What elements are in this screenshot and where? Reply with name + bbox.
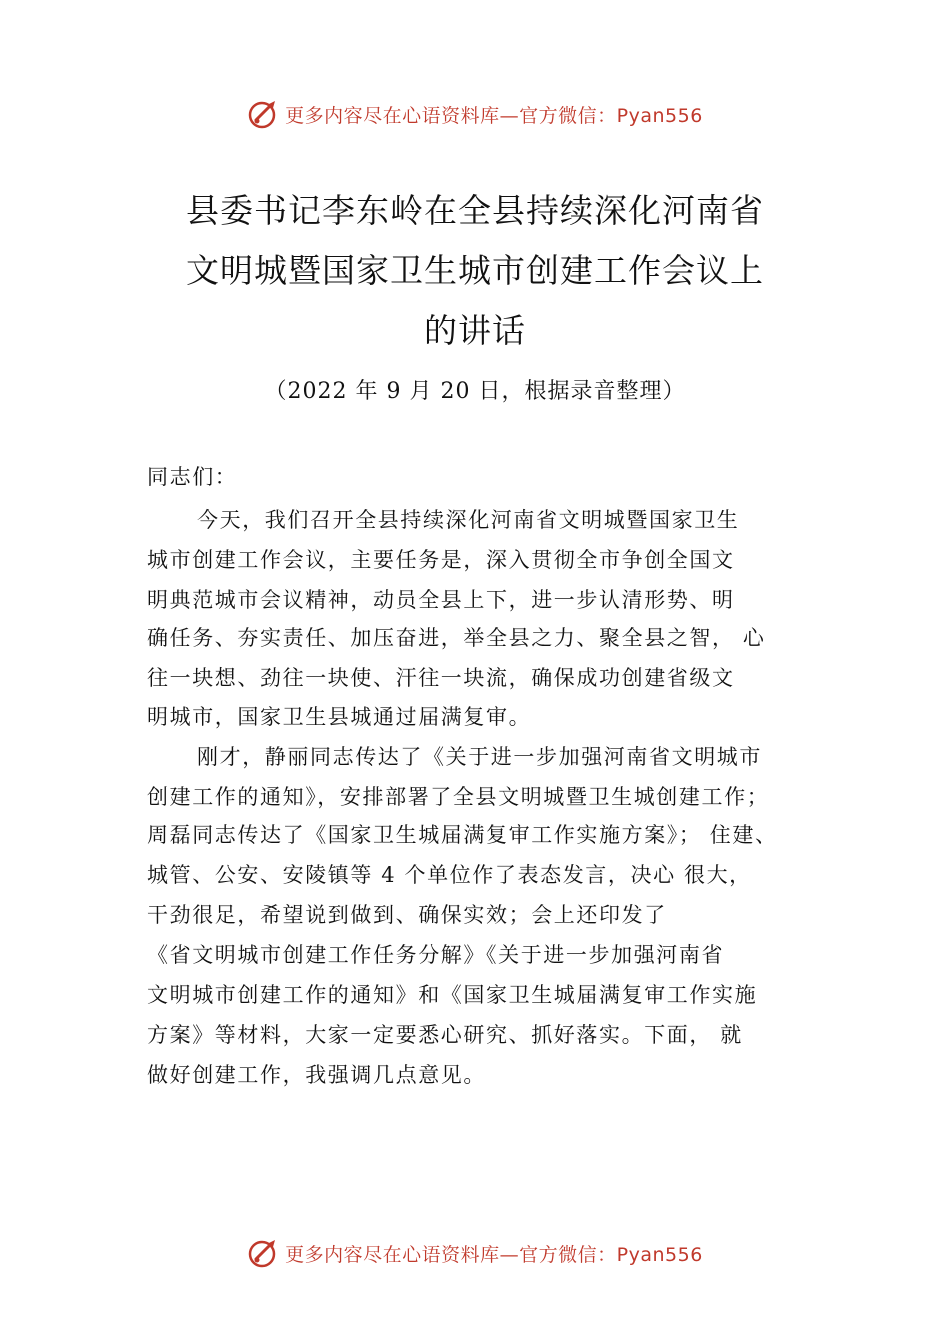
body-line: 今天，我们召开全县持续深化河南省文明城暨国家卫生 (197, 508, 740, 532)
banner-text (285, 101, 703, 128)
body-line: 周磊同志传达了《国家卫生城届满复审工作实施方案》； 住建、 (147, 823, 778, 847)
title-line-2: 文明城暨国家卫生城市创建工作会议上 (186, 251, 764, 290)
body-line: 做好创建工作，我强调几点意见。 (147, 1063, 486, 1087)
body-line: 明城市，国家卫生县城通过届满复审。 (147, 705, 532, 729)
body-line: 确任务、夯实责任、加压奋进，举全县之力、聚全县之智， 心 (147, 626, 766, 650)
subtitle-date: （2022 年 9 月 20 日，根据录音整理） (264, 379, 686, 404)
salutation: 同志们： (147, 465, 238, 489)
body-line: 干劲很足，希望说到做到、确保实效；会上还印发了 (147, 903, 667, 927)
banner-main-text: 更多内容尽在心语资料库—官方微信： (285, 1243, 617, 1266)
body-line: 《省文明城市创建工作任务分解》《关于进一步加强河南省 (147, 943, 725, 967)
banner-main-text: 更多内容尽在心语资料库—官方微信： (285, 104, 617, 127)
wechat-handle: Pyan556 (616, 1243, 703, 1266)
body-line: 方案》等材料，大家一定要悉心研究、抓好落实。下面， 就 (147, 1023, 743, 1047)
brush-logo-icon (247, 98, 279, 130)
banner-text (285, 1240, 703, 1267)
body-line: 刚才，静丽同志传达了《关于进一步加强河南省文明城市 (197, 745, 762, 769)
body-line: 文明城市创建工作的通知》和《国家卫生城届满复审工作实施 (147, 983, 758, 1007)
body-line: 往一块想、劲往一块使、汗往一块流，确保成功创建省级文 (147, 666, 735, 690)
title-line-3: 的讲话 (424, 311, 526, 350)
wechat-handle: Pyan556 (616, 104, 703, 127)
footer-banner (0, 1233, 950, 1273)
brush-logo-icon (247, 1237, 279, 1269)
body-line: 城市创建工作会议，主要任务是，深入贯彻全市争创全国文 (147, 548, 735, 572)
body-line: 创建工作的通知》，安排部署了全县文明城暨卫生城创建工作； (147, 785, 770, 809)
title-line-1: 县委书记李东岭在全县持续深化河南省 (186, 191, 764, 230)
body-line: 城管、公安、安陵镇等 4 个单位作了表态发言，决心 很大， (147, 863, 752, 887)
body-line: 明典范城市会议精神，动员全县上下，进一步认清形势、明 (147, 588, 735, 612)
header-banner (0, 94, 950, 134)
